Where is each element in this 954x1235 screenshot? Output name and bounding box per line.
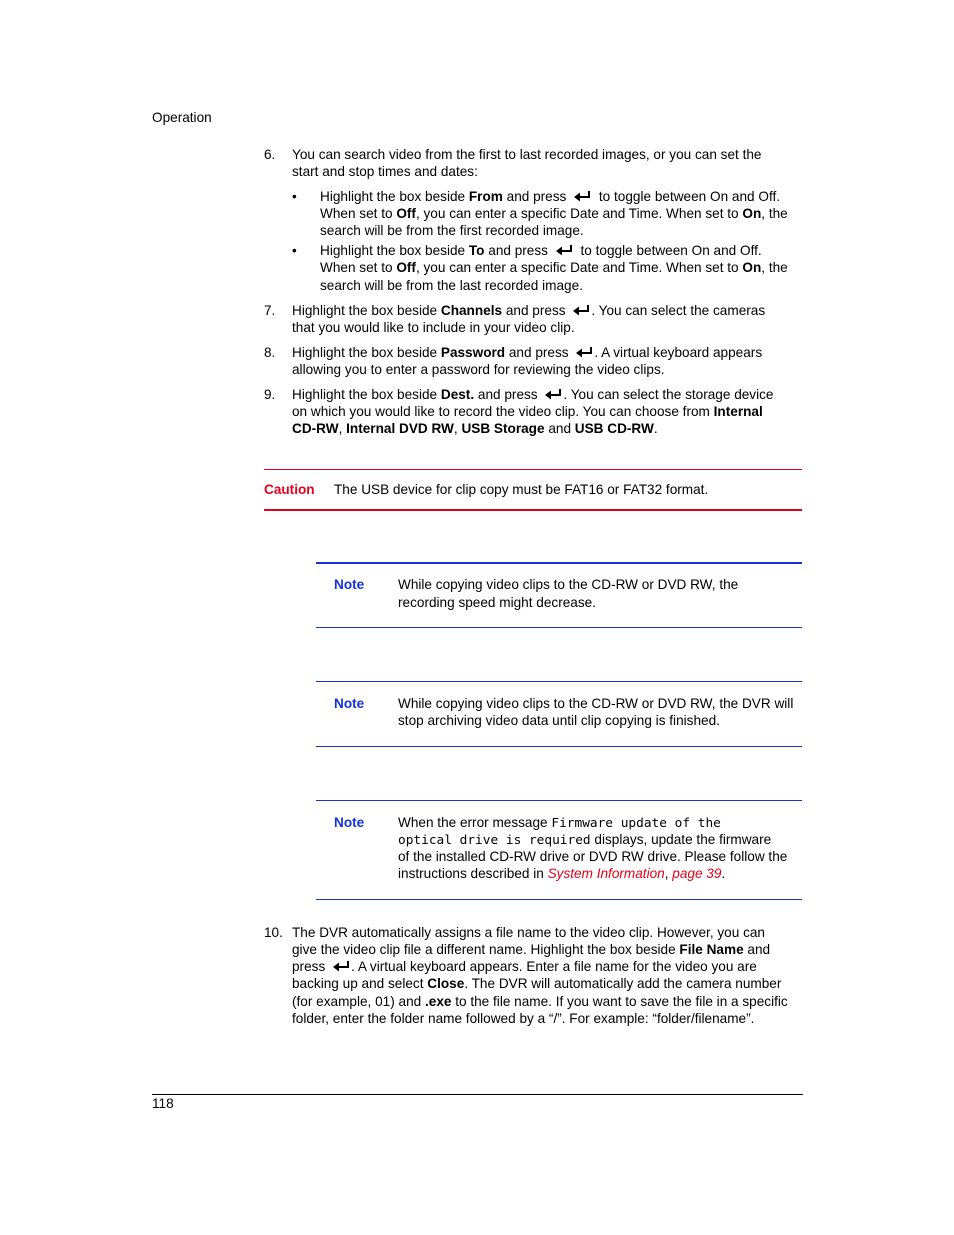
error-message-code: optical drive is required <box>398 833 591 848</box>
caution-top-rule <box>264 469 802 470</box>
note-3-line-1: When the error message Firmware update of the <box>398 815 721 831</box>
step-10-number: 10. <box>264 925 283 940</box>
system-information-link[interactable]: System Information <box>547 866 665 881</box>
caution-label: Caution <box>264 482 315 497</box>
bullet-to-line-2: When set to Off, you can enter a specific Date and Time. When set to On, the <box>320 260 788 275</box>
enter-key-icon <box>575 346 594 359</box>
step-8-line-1: Highlight the box beside Password and press . A virtual keyboard appears <box>292 345 763 360</box>
note-3-top-rule <box>316 800 802 801</box>
note-3-line-3: of the installed CD-RW drive or DVD RW drive. Please follow the <box>398 849 788 864</box>
step-10-line-2: give the video clip file a different name. Highlight the box beside File Name and <box>292 942 771 957</box>
note-1-label: Note <box>334 577 365 592</box>
note-2-line-1: While copying video clips to the CD-RW or DVD RW, the DVR will <box>398 696 794 711</box>
note-2-top-rule <box>316 681 802 682</box>
note-3-line-2: optical drive is required displays, update the firmware <box>398 832 772 848</box>
enter-key-icon <box>544 388 563 401</box>
running-header: Operation <box>152 110 212 125</box>
note-1-bottom-rule <box>316 627 802 628</box>
step-6-line-2: start and stop times and dates: <box>292 164 478 179</box>
caution-bottom-rule <box>264 509 802 511</box>
note-2-label: Note <box>334 696 365 711</box>
caution-text: The USB device for clip copy must be FAT16 or FAT32 format. <box>334 482 709 497</box>
note-1-line-1: While copying video clips to the CD-RW or DVD RW, the <box>398 577 739 592</box>
note-1-top-rule <box>316 562 802 564</box>
step-7-line-2: that you would like to include in your video clip. <box>292 320 575 335</box>
step-6-number: 6. <box>264 147 276 162</box>
step-10-line-5: (for example, 01) and .exe to the file name. If you want to save the file in a specific <box>292 994 788 1009</box>
step-8-number: 8. <box>264 345 276 360</box>
footer-rule <box>152 1094 803 1095</box>
page-number: 118 <box>152 1096 174 1111</box>
note-3-line-4: instructions described in System Information, page 39. <box>398 866 726 881</box>
enter-key-icon <box>332 960 351 973</box>
error-message-code: Firmware update of the <box>551 816 721 831</box>
step-9-line-1: Highlight the box beside Dest. and press . You can select the storage device <box>292 387 774 402</box>
bullet-from-marker: • <box>292 189 297 204</box>
step-9-line-3: CD-RW, Internal DVD RW, USB Storage and USB CD-RW. <box>292 421 658 436</box>
step-7-number: 7. <box>264 303 276 318</box>
bullet-to-line-3: search will be from the last recorded image. <box>320 278 583 293</box>
step-9-line-2: on which you would like to record the video clip. You can choose from Internal <box>292 404 763 419</box>
step-10-line-4: backing up and select Close. The DVR will automatically add the camera number <box>292 976 782 991</box>
step-9-number: 9. <box>264 387 276 402</box>
bullet-to-marker: • <box>292 243 297 258</box>
enter-key-icon <box>572 304 591 317</box>
note-3-label: Note <box>334 815 365 830</box>
step-7-line-1: Highlight the box beside Channels and press . You can select the cameras <box>292 303 766 318</box>
step-10-line-6: folder, enter the folder name followed by a “/”. For example: “folder/filename”. <box>292 1011 755 1026</box>
page-39-link[interactable]: page 39 <box>672 866 722 881</box>
note-2-line-2: stop archiving video data until clip copying is finished. <box>398 713 720 728</box>
bullet-from-line-3: search will be from the first recorded image. <box>320 223 584 238</box>
enter-key-icon <box>555 244 574 257</box>
step-6-line-1: You can search video from the first to last recorded images, or you can set the <box>292 147 762 162</box>
note-3-bottom-rule <box>316 899 802 900</box>
step-8-line-2: allowing you to enter a password for reviewing the video clips. <box>292 362 665 377</box>
note-1-line-2: recording speed might decrease. <box>398 595 596 610</box>
bullet-from-line-1: Highlight the box beside From and press to toggle between On and Off. <box>320 189 781 204</box>
step-10-line-1: The DVR automatically assigns a file name to the video clip. However, you can <box>292 925 765 940</box>
bullet-from-line-2: When set to Off, you can enter a specific Date and Time. When set to On, the <box>320 206 788 221</box>
bullet-to-line-1: Highlight the box beside To and press to toggle between On and Off. <box>320 243 762 258</box>
note-2-bottom-rule <box>316 746 802 747</box>
step-10-line-3: press . A virtual keyboard appears. Enter a file name for the video you are <box>292 959 757 974</box>
enter-key-icon <box>573 190 592 203</box>
